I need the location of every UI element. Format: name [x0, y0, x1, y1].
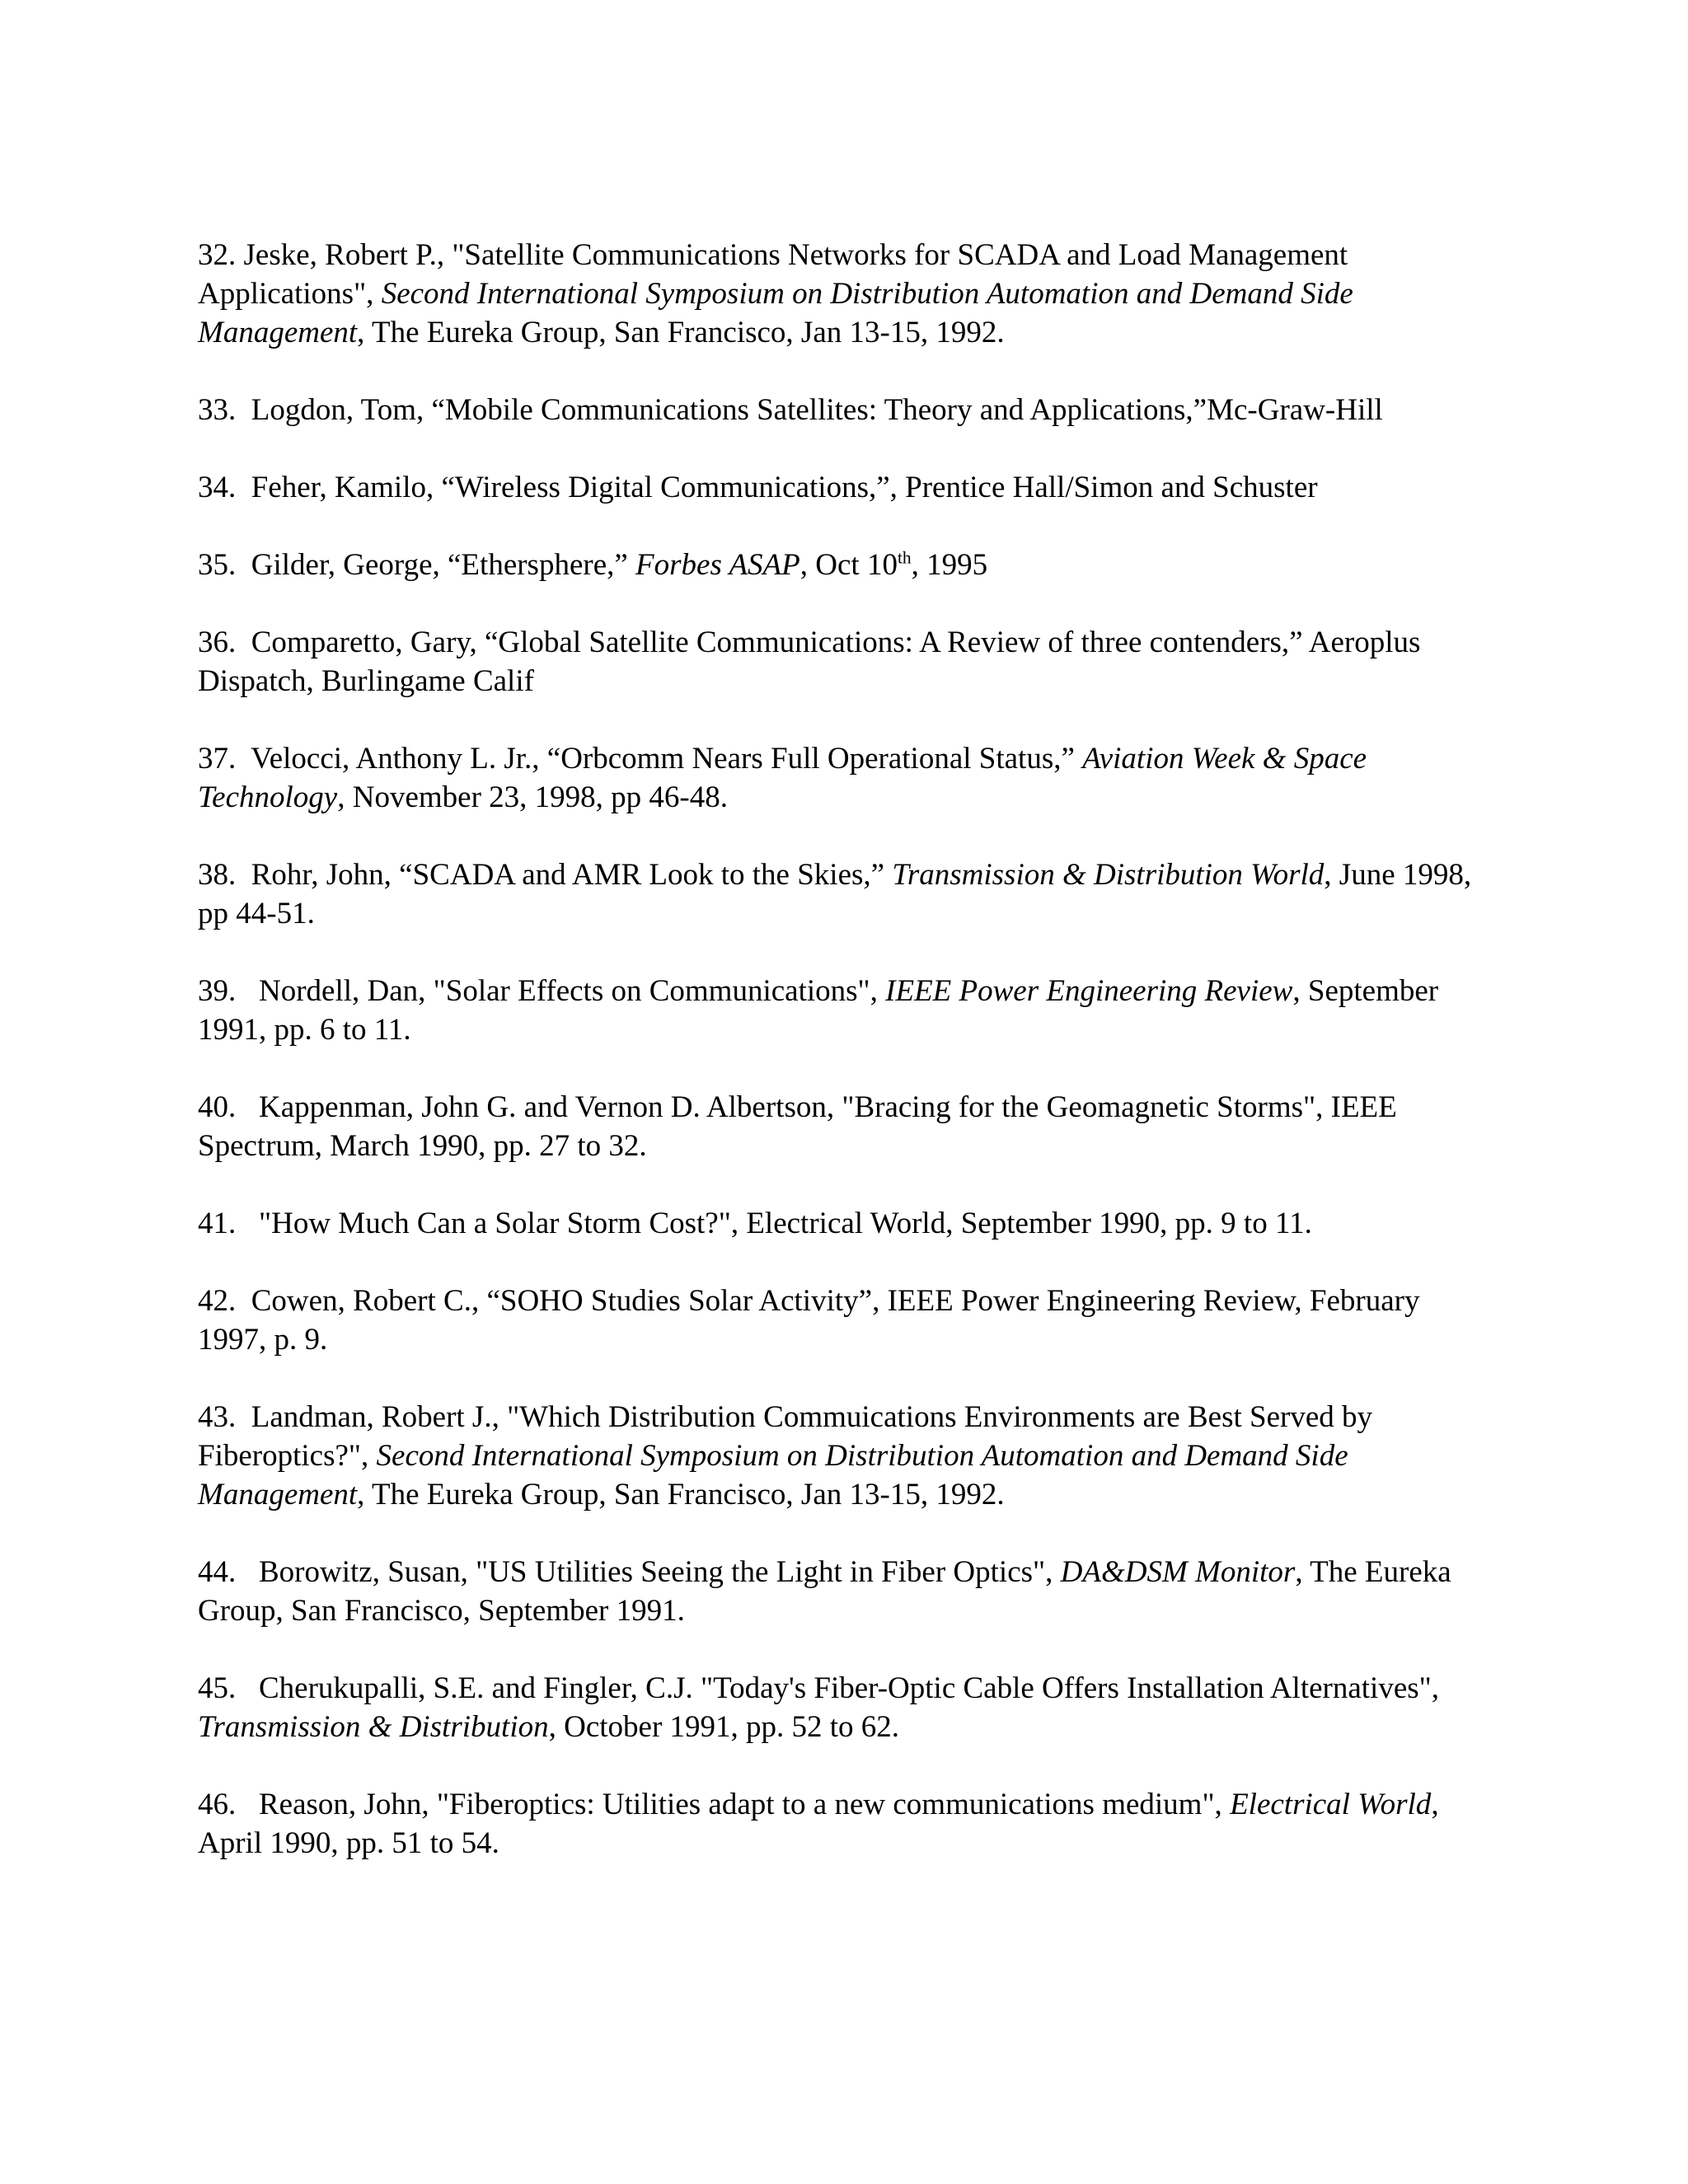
- reference-item: [198, 739, 1484, 817]
- reference-item: [198, 1204, 1484, 1243]
- reference-text: 37. Velocci, Anthony L. Jr., “Orbcomm Nears Full Operational Status,”: [198, 742, 1083, 776]
- publication-title: Aviation Week & Space Technology: [198, 742, 1375, 814]
- reference-text: 33. Logdon, Tom, “Mobile Communications Satellites: Theory and Applications,”Mc-Graw-Hill: [198, 393, 1383, 427]
- reference-text: 38. Rohr, John, “SCADA and AMR Look to the Skies,”: [198, 858, 893, 892]
- reference-item: [198, 855, 1484, 933]
- reference-text: 46. Reason, John, "Fiberoptics: Utilities adapt to a new communications medium",: [198, 1788, 1231, 1821]
- reference-item: [198, 391, 1484, 429]
- publication-title: DA&DSM Monitor: [1060, 1555, 1296, 1589]
- reference-item: [198, 1282, 1484, 1359]
- reference-text: , October 1991, pp. 52 to 62.: [548, 1710, 900, 1744]
- publication-title: Electrical World: [1230, 1788, 1432, 1821]
- reference-item: [198, 1785, 1484, 1863]
- reference-text: , 1995: [911, 548, 988, 582]
- reference-text: 39. Nordell, Dan, "Solar Effects on Communications",: [198, 974, 886, 1008]
- reference-item: [198, 1669, 1484, 1746]
- reference-text: , June 1998, pp 44-51.: [198, 858, 1479, 930]
- reference-text: 43. Landman, Robert J., "Which Distribution Commuications Environments are Best Served by Fiberoptics?",: [198, 1400, 1381, 1473]
- reference-text: 45. Cherukupalli, S.E. and Fingler, C.J. "Today's Fiber-Optic Cable Offers Installation Alternatives",: [198, 1671, 1447, 1705]
- reference-text: 34. Feher, Kamilo, “Wireless Digital Communications,”, Prentice Hall/Simon and Schuster: [198, 471, 1318, 504]
- publication-title: Transmission & Distribution World: [892, 858, 1325, 892]
- publication-title: Forbes ASAP: [635, 548, 800, 582]
- reference-item: [198, 236, 1484, 352]
- reference-item: [198, 1088, 1484, 1165]
- publication-title: Transmission & Distribution: [198, 1710, 549, 1744]
- reference-item: [198, 546, 1484, 584]
- reference-item: [198, 468, 1484, 507]
- reference-text: , The Eureka Group, San Francisco, Jan 13-15, 1992.: [357, 316, 1005, 349]
- reference-text: 42. Cowen, Robert C., “SOHO Studies Solar Activity”, IEEE Power Engineering Review, February 1997, p. 9.: [198, 1284, 1428, 1357]
- reference-text: , November 23, 1998, pp 46-48.: [337, 780, 728, 814]
- reference-text: , September 1991, pp. 6 to 11.: [198, 974, 1447, 1047]
- reference-list: [198, 236, 1484, 1901]
- publication-title: IEEE Power Engineering Review: [885, 974, 1293, 1008]
- superscript-text: th: [897, 547, 912, 568]
- reference-text: 40. Kappenman, John G. and Vernon D. Albertson, "Bracing for the Geomagnetic Storms", IEEE Spectrum, March 1990, pp. 27 to 32.: [198, 1090, 1405, 1163]
- reference-text: , April 1990, pp. 51 to 54.: [198, 1788, 1445, 1860]
- reference-text: 32. Jeske, Robert P., "Satellite Communications Networks for SCADA and Load Management Applications",: [198, 238, 1354, 311]
- reference-text: , The Eureka Group, San Francisco, Jan 13-15, 1992.: [357, 1478, 1005, 1511]
- publication-title: Second International Symposium on Distribution Automation and Demand Side Management: [198, 277, 1362, 349]
- reference-text: 41. "How Much Can a Solar Storm Cost?", Electrical World, September 1990, pp. 9 to 11.: [198, 1207, 1312, 1240]
- reference-text: 35. Gilder, George, “Ethersphere,”: [198, 548, 636, 582]
- reference-text: , The Eureka Group, San Francisco, September 1991.: [198, 1555, 1459, 1628]
- reference-item: [198, 1398, 1484, 1514]
- reference-text: 36. Comparetto, Gary, “Global Satellite Communications: A Review of three contenders,” Aeroplus Dispatch, Burlingame Calif: [198, 626, 1428, 698]
- reference-text: , Oct 10: [799, 548, 898, 582]
- reference-item: [198, 623, 1484, 701]
- reference-item: [198, 972, 1484, 1049]
- publication-title: Second International Symposium on Distribution Automation and Demand Side Management: [198, 1439, 1356, 1511]
- reference-item: [198, 1553, 1484, 1630]
- reference-text: 44. Borowitz, Susan, "US Utilities Seeing the Light in Fiber Optics",: [198, 1555, 1061, 1589]
